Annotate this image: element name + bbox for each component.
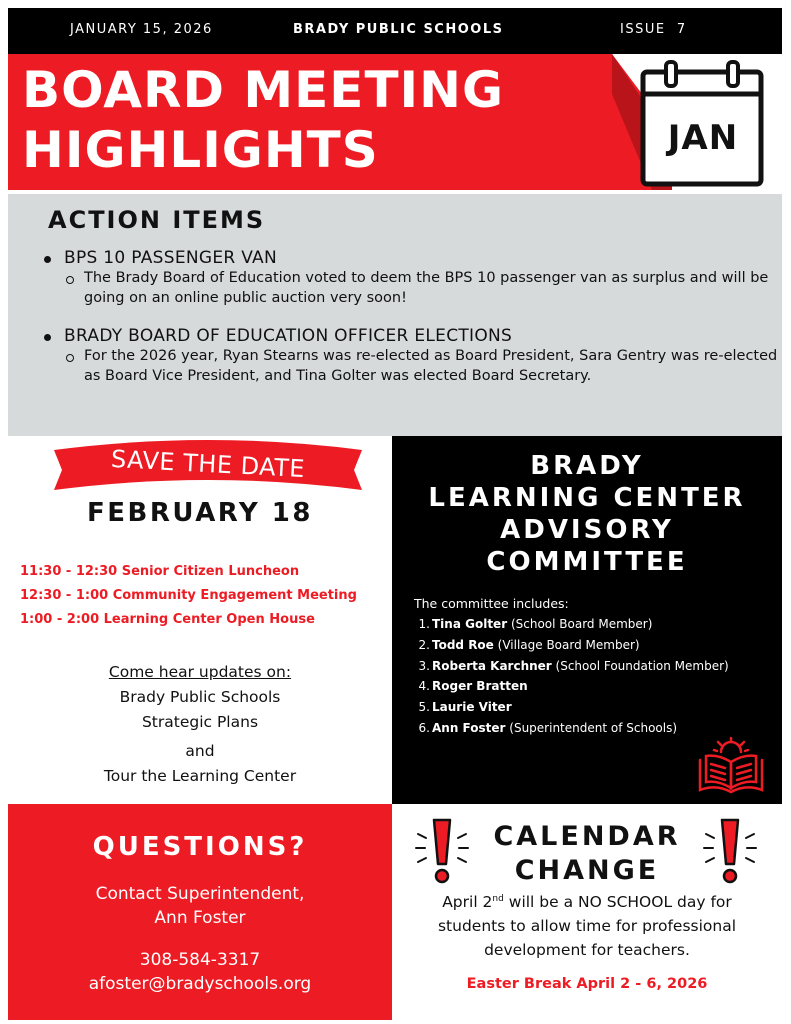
member-name: Tina Golter [432,617,508,631]
save-the-date-section [8,436,392,804]
contact-line: Ann Foster [154,908,246,928]
committee-list [414,614,729,739]
committee-member [414,718,729,739]
ribbon-text: SAVE THE DATE [110,444,306,484]
contact-email[interactable]: afoster@bradyschools.org [88,974,312,994]
section-heading: ACTION ITEMS [48,206,266,234]
title-banner [8,54,612,190]
sub-bullet-icon [66,354,74,362]
action-item-label: BPS 10 PASSENGER VAN [64,248,277,268]
action-item-label: BRADY BOARD OF EDUCATION OFFICER ELECTIONS [64,326,513,346]
member-number: 6. [418,720,430,735]
easter-break-note: Easter Break April 2 - 6, 2026 [466,976,708,992]
contact-line: Contact Superintendent, [95,884,305,904]
title-line: COMMITTEE [486,547,688,577]
issue-date: JANUARY 15, 2026 [70,22,213,37]
member-role: (School Board Member) [507,617,653,631]
title-line: CHANGE [514,855,660,886]
save-the-date-ribbon [48,436,368,500]
member-number: 1. [418,617,430,631]
questions-section [8,804,392,1020]
school-name: BRADY PUBLIC SCHOOLS [293,22,504,37]
event-item: 12:30 - 1:00 Community Engagement Meeting [20,588,357,603]
calendar-change-body [392,890,782,962]
contact-details [8,948,392,996]
member-role: (Superintendent of Schools) [505,720,678,735]
member-name: Roger Bratten [432,679,528,694]
committee-member [414,676,729,697]
event-item: 11:30 - 12:30 Senior Citizen Luncheon [20,564,300,579]
title-line: CALENDAR [493,821,681,852]
committee-member [414,635,729,656]
committee-intro: The committee includes: [414,596,569,611]
member-role: (School Foundation Member) [551,658,729,673]
sub-bullet-icon [66,276,74,284]
learning-center-title [392,450,782,578]
body-ordinal: nd [492,893,504,904]
open-book-icon [696,736,766,796]
committee-member [414,614,729,635]
action-item-description: The Brady Board of Education voted to deem the BPS 10 passenger van as surplus and will be going on an online public auction very soon! [84,270,769,306]
body-line: students to allow time for professional [437,917,737,935]
action-items-section [8,194,782,436]
calendar-change-title [392,820,782,888]
issue-number: ISSUE 7 [620,22,687,37]
updates-line: Strategic Plans [141,713,259,731]
body-line: development for teachers. [484,941,690,959]
contact-phone: 308-584-3317 [139,950,261,970]
member-number: 3. [418,658,430,673]
member-number: 5. [418,700,430,715]
calendar-icon [640,60,766,188]
updates-line: and [185,742,215,760]
event-date: FEBRUARY 18 [87,498,313,528]
updates-line: Brady Public Schools [119,688,281,706]
body-text: will be a NO SCHOOL day for [503,893,732,911]
action-item-description: For the 2026 year, Ryan Stearns was re-elected as Board President, Sara Gentry was re-elected as Board Vice President, and Tina Golter was elected Board Secretary. [84,348,778,384]
member-number: 2. [418,637,430,652]
title-line: BRADY [530,451,644,481]
member-name: Ann Foster [432,720,506,735]
member-name: Roberta Karchner [432,658,552,673]
top-bar [8,8,782,54]
committee-member [414,697,729,718]
body-date: April 2 [442,893,493,911]
title-line: ADVISORY [500,515,674,545]
learning-center-section [392,436,782,804]
title-line: LEARNING CENTER [428,483,746,513]
committee-member [414,656,729,677]
updates-heading: Come hear updates on: [108,663,292,681]
page-title [22,60,504,180]
event-item: 1:00 - 2:00 Learning Center Open House [20,612,315,627]
member-number: 4. [418,679,430,694]
bullet-icon [44,334,51,341]
updates-line: Tour the Learning Center [103,767,297,785]
questions-title: QUESTIONS? [92,832,308,862]
member-name: Todd Roe [432,637,494,652]
updates-block [8,658,392,786]
title-line-2: HIGHLIGHTS [22,121,379,179]
bullet-icon [44,256,51,263]
contact-name [8,882,392,930]
event-schedule [20,560,357,632]
member-role: (Village Board Member) [493,637,640,652]
member-name: Laurie Viter [432,700,512,715]
calendar-month: JAN [667,118,739,158]
body-line [392,890,782,914]
title-line-1: BOARD MEETING [22,61,505,119]
calendar-change-section [392,804,782,1020]
